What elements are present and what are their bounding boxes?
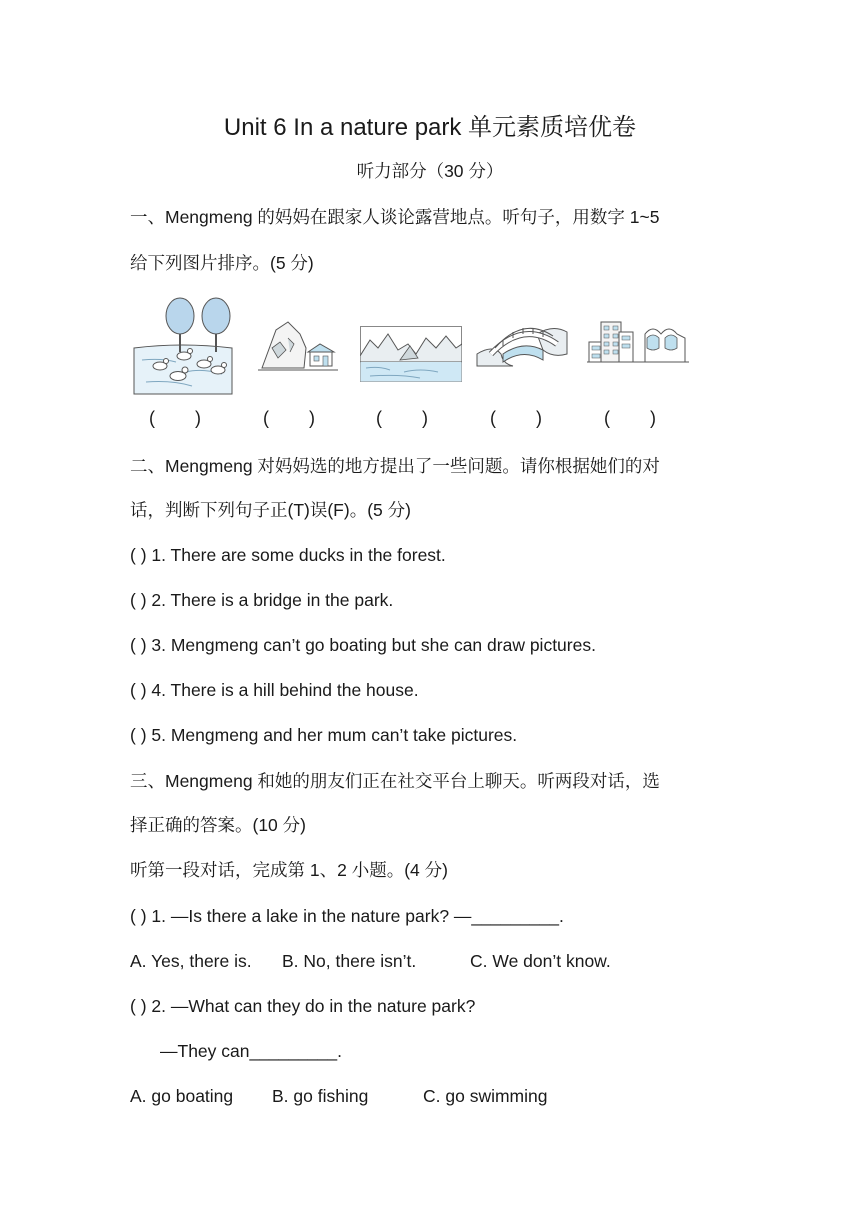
true-false-item-5[interactable]: ( ) 5. Mengmeng and her mum can’t take pictures. — [130, 725, 518, 745]
q1-option-c[interactable]: C. We don’t know. — [470, 951, 611, 971]
true-false-item-1[interactable]: ( ) 1. There are some ducks in the forest. — [130, 545, 446, 565]
section1-instruction-line1: 一、Mengmeng 的妈妈在跟家人谈论露营地点。听句子，用数字 1~5 — [130, 207, 660, 227]
true-false-item-4[interactable]: ( ) 4. There is a hill behind the house. — [130, 680, 419, 700]
true-false-item-2[interactable]: ( ) 2. There is a bridge in the park. — [130, 590, 394, 610]
picture-3-answer-blank[interactable]: ( ) — [376, 408, 428, 428]
picture-2-answer-blank[interactable]: ( ) — [263, 408, 315, 428]
picture-4-answer-blank[interactable]: ( ) — [490, 408, 542, 428]
q2-option-c[interactable]: C. go swimming — [423, 1086, 548, 1106]
picture-1-answer-blank[interactable]: ( ) — [149, 408, 201, 428]
question-2[interactable]: ( ) 2. —What can they do in the nature park? — [130, 996, 476, 1016]
picture-5-answer-blank[interactable]: ( ) — [604, 408, 656, 428]
section3-instruction-line2: 择正确的答案。(10 分) — [130, 815, 306, 835]
listening-part-heading: 听力部分（30 分） — [356, 161, 504, 181]
page-title: Unit 6 In a nature park 单元素质培优卷 — [223, 114, 637, 141]
q1-option-a[interactable]: A. Yes, there is. — [130, 951, 252, 971]
section2-instruction-line1: 二、Mengmeng 对妈妈选的地方提出了一些问题。请你根据她们的对 — [130, 456, 660, 476]
section3-instruction-line1: 三、Mengmeng 和她的朋友们正在社交平台上聊天。听两段对话，选 — [130, 771, 660, 791]
q1-option-b[interactable]: B. No, there isn’t. — [282, 951, 417, 971]
lake-with-trees-and-ducks-icon — [132, 296, 234, 398]
bridge-icon — [473, 314, 571, 374]
q2-option-a[interactable]: A. go boating — [130, 1086, 234, 1106]
city-buildings-icon — [587, 318, 689, 366]
true-false-item-3[interactable]: ( ) 3. Mengmeng can’t go boating but she can draw pictures. — [130, 635, 596, 655]
part1-intro: 听第一段对话，完成第 1、2 小题。(4 分) — [130, 860, 448, 880]
question-1[interactable]: ( ) 1. —Is there a lake in the nature park? —_________. — [130, 906, 564, 926]
question-2-answer-line: —They can_________. — [160, 1041, 342, 1061]
section2-instruction-line2: 话，判断下列句子正(T)误(F)。(5 分) — [130, 500, 411, 520]
mountains-and-river-icon — [360, 326, 462, 382]
q2-option-b[interactable]: B. go fishing — [272, 1086, 369, 1106]
picture-answer-blanks — [0, 405, 860, 431]
house-on-hill-icon — [258, 318, 338, 374]
section1-instruction-line2: 给下列图片排序。(5 分) — [130, 253, 314, 273]
